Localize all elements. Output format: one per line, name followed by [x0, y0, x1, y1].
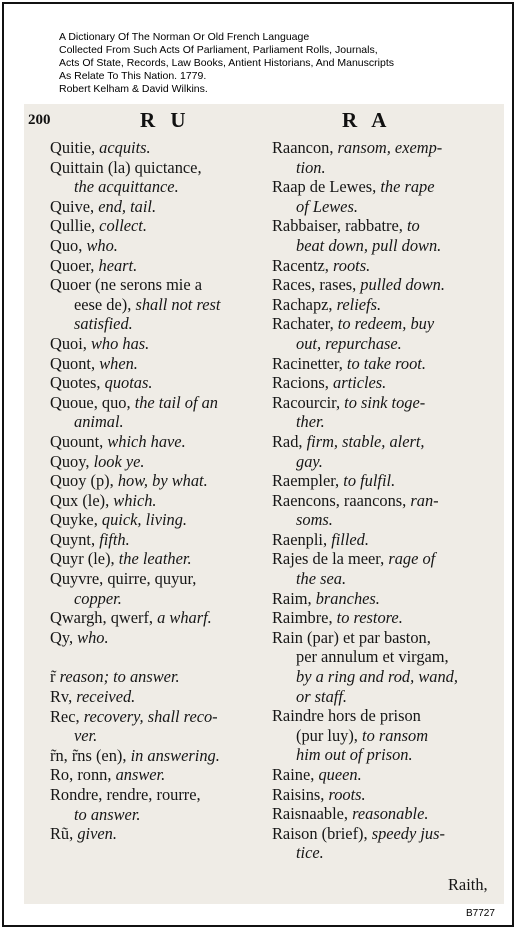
gloss: speedy jus-: [371, 823, 445, 843]
right-column: [272, 138, 508, 863]
gloss: shall not rest: [135, 294, 221, 314]
entry-line: [272, 628, 508, 648]
entry-line: [50, 354, 272, 374]
entry-line: [50, 412, 272, 432]
entry-line: [50, 824, 272, 844]
gloss: quotas.: [104, 373, 153, 393]
gloss: queen.: [318, 765, 362, 784]
entry-line: [272, 647, 508, 667]
entry-line: [272, 549, 508, 569]
gloss: acquits.: [99, 138, 151, 157]
gloss: heart.: [98, 255, 138, 275]
entry-line: [272, 608, 508, 628]
gloss: answer.: [115, 765, 166, 785]
gloss: pulled down.: [360, 275, 445, 295]
headword: Quo,: [50, 235, 87, 255]
entry-line: [272, 373, 508, 393]
gloss: the tail of an: [134, 392, 219, 412]
gloss: quick, living.: [101, 510, 188, 530]
headword: per annulum et virgam,: [296, 647, 449, 667]
headword: Rũ,: [50, 824, 78, 844]
headword: Raimbre,: [272, 608, 337, 628]
headword: Rec,: [50, 706, 84, 726]
entry-line: [272, 314, 508, 334]
entry-line: [272, 569, 508, 589]
headword: Quotes,: [50, 373, 105, 393]
entry-line: [50, 510, 272, 530]
entry-line: [272, 706, 508, 726]
gloss: reasonable.: [352, 804, 429, 824]
headword: r̃n, r̃ns (en),: [50, 745, 131, 765]
headword: Races, rases,: [272, 275, 361, 295]
gloss: collect.: [99, 216, 147, 236]
entry-line: [272, 256, 508, 276]
right-running-head: R A: [342, 108, 392, 132]
left-running-head: R U: [140, 108, 191, 132]
entry-line: [50, 628, 272, 648]
headword: Qwargh, qwerf,: [50, 608, 158, 628]
entry-line: [272, 197, 508, 217]
entry-line: [272, 452, 508, 472]
entry-line: [50, 707, 272, 727]
gloss: by a ring and rod, wand,: [296, 667, 458, 687]
gloss: to ransom: [362, 725, 429, 745]
image-code: B7727: [466, 908, 495, 919]
entry-line: [272, 589, 508, 609]
headword: Rabbaiser, rabbatre,: [272, 216, 407, 236]
catchword: Raith,: [448, 875, 488, 894]
title-line: Acts Of State, Records, Law Books, Antient Historians, And Manuscripts: [59, 57, 394, 69]
entry-line: [50, 216, 272, 236]
gloss: which.: [113, 490, 157, 510]
gloss: to fulfil.: [343, 471, 396, 491]
gloss: given.: [77, 824, 117, 844]
headword: Quyke,: [50, 510, 102, 530]
headword: Rv,: [50, 687, 77, 707]
headword: Raindre hors de prison: [272, 706, 421, 726]
gloss: ver.: [74, 726, 98, 746]
headword: Raencons, raancons,: [272, 490, 411, 510]
gloss: in answering.: [130, 745, 220, 765]
gloss: to: [406, 216, 420, 236]
gloss: the leather.: [118, 549, 192, 569]
gloss: gay.: [296, 451, 323, 471]
entry-line: [50, 452, 272, 472]
gloss: the acquittance.: [74, 177, 179, 197]
entry-line: [50, 334, 272, 354]
gloss: firm, stable, alert,: [306, 431, 425, 451]
entry-line: [272, 667, 508, 687]
gloss: him out of prison.: [296, 745, 413, 765]
headword: Raenpli,: [272, 529, 332, 549]
headword: (pur luy),: [296, 725, 363, 745]
headword: Quoi,: [50, 333, 91, 353]
gloss: how, by what.: [117, 471, 208, 491]
entry-line: [272, 275, 508, 295]
gloss: tice.: [296, 843, 324, 863]
entry-line: [50, 667, 272, 687]
entry-line: [50, 687, 272, 707]
entry-line: [272, 765, 508, 785]
entry-line: [272, 393, 508, 413]
entry-line: [50, 569, 272, 589]
gloss: satisfied.: [74, 314, 133, 334]
gloss: a wharf.: [157, 608, 212, 628]
headword: r̃: [50, 667, 60, 687]
gloss: to restore.: [336, 608, 403, 628]
headword: Quoy,: [50, 451, 94, 471]
headword: Quittain (la) quictance,: [50, 157, 202, 177]
entry-line: [50, 314, 272, 334]
entry-line: [272, 785, 508, 805]
gloss: copper.: [74, 588, 122, 608]
entry-line: [50, 608, 272, 628]
entry-line: [50, 530, 272, 550]
headword: Racourcir,: [272, 392, 345, 412]
gloss: animal.: [74, 412, 124, 432]
headword: Quyvre, quirre, quyur,: [50, 569, 197, 589]
gloss: who has.: [90, 333, 150, 353]
headword: Raison (brief),: [272, 823, 372, 843]
gloss: the rape: [380, 177, 435, 197]
entry-line: [50, 491, 272, 511]
title-line: A Dictionary Of The Norman Or Old French Language: [59, 31, 310, 43]
entry-line: [272, 177, 508, 197]
entry-line: [272, 491, 508, 511]
gloss: the sea.: [296, 569, 347, 589]
gloss: reliefs.: [336, 294, 382, 314]
headword: Qullie,: [50, 216, 100, 236]
gloss: look ye.: [93, 451, 145, 471]
entry-line: [272, 216, 508, 236]
gloss: ransom, exemp-: [337, 138, 443, 157]
gloss: rage of: [388, 549, 436, 569]
entry-line: [50, 393, 272, 413]
gloss: fifth.: [99, 529, 130, 549]
entry-line: [50, 432, 272, 452]
left-column: [50, 138, 272, 844]
entry-line: [50, 138, 272, 158]
entry-line: [272, 432, 508, 452]
gloss: to answer.: [74, 804, 141, 824]
entry-line: [272, 745, 508, 765]
gloss: beat down, pull down.: [296, 235, 442, 255]
entry-line: [272, 354, 508, 374]
headword: eese de),: [74, 294, 136, 314]
entry-line: [50, 295, 272, 315]
title-line: As Relate To This Nation. 1779.: [59, 70, 207, 82]
gloss: filled.: [331, 529, 369, 549]
gloss: recovery, shall reco-: [83, 706, 218, 726]
headword: Quoer (ne serons mie a: [50, 275, 203, 295]
gloss: ther.: [296, 412, 325, 432]
entry-line: [50, 785, 272, 805]
title-block: [59, 31, 499, 96]
gloss: or staff.: [296, 686, 348, 706]
gloss: roots.: [328, 784, 366, 804]
entry-line: [272, 295, 508, 315]
headword: Rad,: [272, 431, 307, 451]
headword: Raancon,: [272, 138, 338, 157]
entry-line: [272, 824, 508, 844]
gloss: to redeem, buy: [337, 314, 435, 334]
headword: Quount,: [50, 431, 108, 451]
entry-line: [272, 334, 508, 354]
headword: Rondre, rendre, rourre,: [50, 785, 201, 804]
headword: Quynt,: [50, 529, 100, 549]
headword: Racentz,: [272, 255, 333, 275]
entry-line: [272, 687, 508, 707]
headword: Quoy (p),: [50, 471, 118, 491]
entry-line: [50, 549, 272, 569]
headword: Raine,: [272, 765, 319, 784]
headword: Raap de Lewes,: [272, 177, 381, 197]
headword: Quitie,: [50, 138, 100, 157]
headword: Rachapz,: [272, 294, 337, 314]
entry-line: [50, 236, 272, 256]
headword: Racinetter,: [272, 353, 347, 373]
entry-line: [272, 236, 508, 256]
entry-line: [272, 804, 508, 824]
gloss: end, tail.: [98, 196, 157, 216]
gloss: who.: [86, 235, 118, 255]
entry-line: [50, 589, 272, 609]
headword: Qy,: [50, 627, 78, 647]
headword: Quoer,: [50, 255, 99, 275]
entry-line: [50, 158, 272, 178]
entry-line: [50, 177, 272, 197]
headword: Rachater,: [272, 314, 338, 334]
page-number: 200: [28, 112, 51, 128]
gloss: ran-: [410, 490, 439, 510]
gloss: out, repurchase.: [296, 333, 402, 353]
gloss: which have.: [107, 431, 186, 451]
entry-line: [272, 138, 508, 158]
entry-line: [50, 726, 272, 746]
gloss: to sink toge-: [344, 392, 426, 412]
entry-line: [50, 256, 272, 276]
entry-line: [272, 726, 508, 746]
entry-line: [272, 510, 508, 530]
gloss: tion.: [296, 157, 326, 177]
entry-line: [50, 746, 272, 766]
headword: Rain (par) et par baston,: [272, 627, 431, 647]
gloss: who.: [77, 627, 109, 647]
headword: Raempler,: [272, 471, 344, 491]
entry-line: [50, 805, 272, 825]
entry-line: [272, 412, 508, 432]
gloss: branches.: [315, 588, 380, 608]
gloss: reason; to answer.: [59, 667, 180, 687]
headword: Raisins,: [272, 784, 329, 804]
gloss: received.: [76, 687, 136, 707]
title-line: Collected From Such Acts Of Parliament, Parliament Rolls, Journals,: [59, 44, 378, 56]
gloss: roots.: [332, 255, 371, 275]
entry-line: [50, 275, 272, 295]
headword: Quoue, quo,: [50, 392, 135, 412]
gloss: articles.: [333, 373, 387, 393]
entry-line: [50, 471, 272, 491]
headword: Quont,: [50, 353, 100, 373]
author-line: Robert Kelham & David Wilkins.: [59, 83, 208, 95]
gloss: to take root.: [346, 353, 426, 373]
entry-line: [272, 471, 508, 491]
headword: Quyr (le),: [50, 549, 119, 569]
gloss: of Lewes.: [296, 196, 358, 216]
headword: Ro, ronn,: [50, 765, 116, 785]
entry-line: [50, 765, 272, 785]
gloss: soms.: [296, 510, 333, 530]
headword: Qux (le),: [50, 490, 114, 510]
headword: Racions,: [272, 373, 334, 393]
headword: Rajes de la meer,: [272, 549, 389, 569]
headword: Raisnaable,: [272, 804, 353, 824]
entry-line: [50, 197, 272, 217]
headword: Raim,: [272, 588, 316, 608]
entry-line: [272, 158, 508, 178]
gloss: when.: [99, 353, 138, 373]
headword: Quive,: [50, 196, 99, 216]
entry-line: [50, 373, 272, 393]
entry-line: [272, 843, 508, 863]
entry-line: [272, 530, 508, 550]
